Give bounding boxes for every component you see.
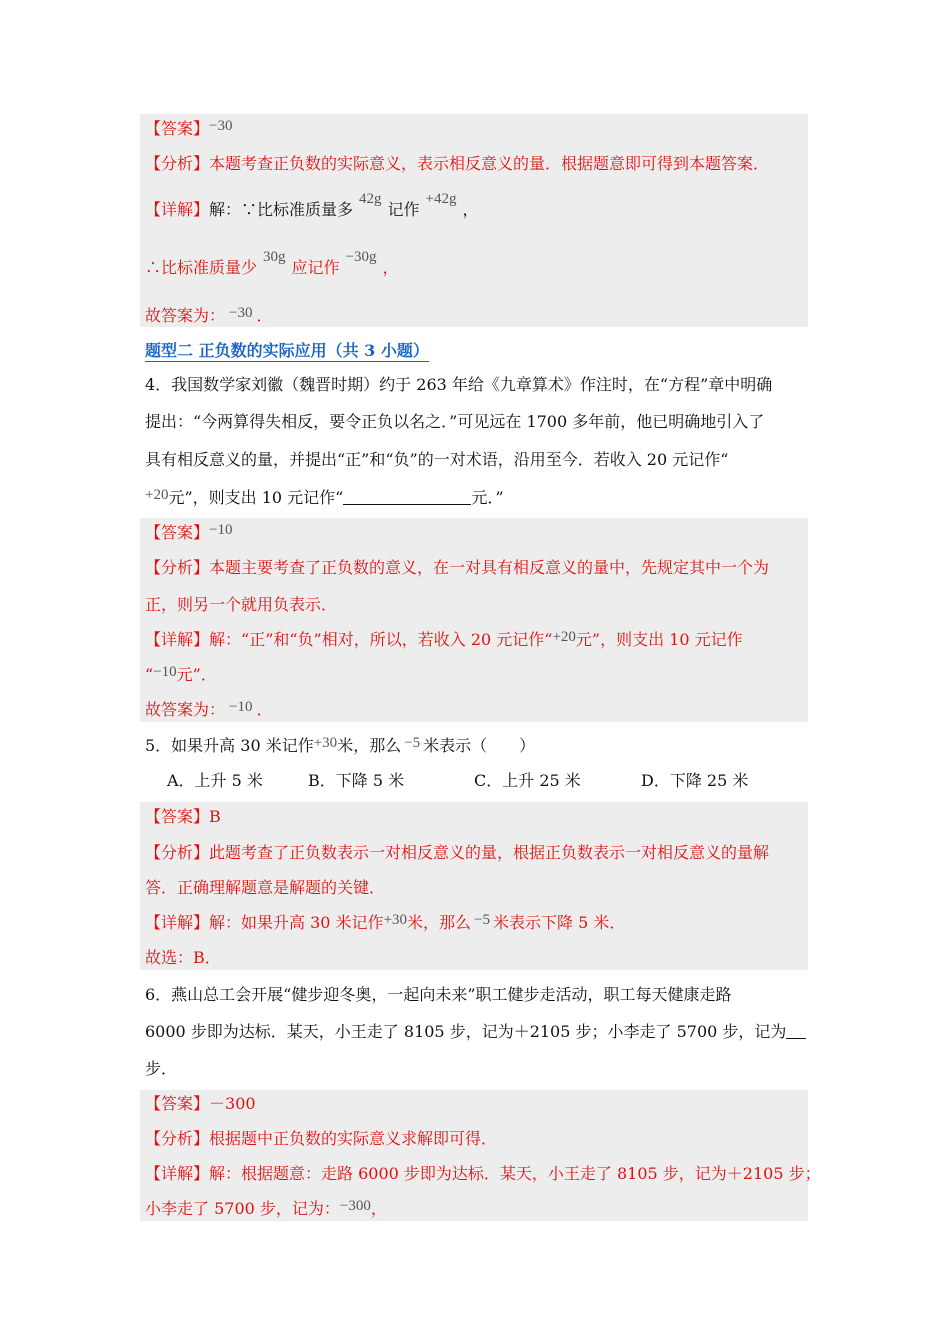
answer-line-q3: 【答案】−30 — [145, 118, 233, 138]
q4-line4: +20元”，则支出 10 元记作“ 元．” — [145, 487, 504, 507]
option-d: D．下降 25 米 — [641, 771, 749, 790]
answer-line-q5: 【答案】B — [145, 807, 221, 826]
detail-line2-q3: ∴比标准质量少30g应记作−30g， — [145, 249, 399, 277]
q6-line3: 步． — [145, 1059, 178, 1078]
q5-stem: 5．如果升高 30 米记作+30米，那么 −5 米表示（ ） — [145, 735, 536, 755]
analysis-line2-q4: 正，则另一个就用负表示． — [145, 595, 338, 614]
answer-block-q4 — [140, 518, 808, 722]
q4-line2: 提出：“今两算得失相反，要令正负以名之．”可见远在 1700 多年前，他已明确地引入了 — [145, 412, 765, 431]
detail-line-q6: 【详解】解：根据题意：走路 6000 步即为达标．某天，小王走了 8105 步，记为＋2105 步； — [145, 1164, 821, 1183]
q6-line1: 6．燕山总工会开展“健步迎冬奥，一起向未来”职工健步走活动，职工每天健康走路 — [145, 985, 732, 1004]
q4-line3: 具有相反意义的量，并提出“正”和“负”的一对术语，沿用至今．若收入 20 元记作“ — [145, 450, 729, 469]
final-line-q3: 故答案为： −30 ． — [145, 305, 273, 325]
analysis-line-q6: 【分析】根据题中正负数的实际意义求解即可得． — [145, 1129, 498, 1148]
answer-line-q4: 【答案】−10 — [145, 522, 233, 542]
answer-blank — [786, 1022, 806, 1039]
q4-line1: 4．我国数学家刘徽（魏晋时期）约于 263 年给《九章算术》作注时，在“方程”章中明确 — [145, 375, 773, 394]
detail-line-q4: 【详解】解：“正”和“负”相对，所以，若收入 20 元记作“+20元”，则支出 10 元记作 — [145, 629, 743, 649]
analysis-line-q3: 【分析】本题考查正负数的实际意义，表示相反意义的量．根据题意即可得到本题答案． — [145, 154, 770, 173]
analysis-line-q4: 【分析】本题主要考查了正负数的意义，在一对具有相反意义的量中，先规定其中一个为 — [145, 558, 770, 577]
math-answer: −30 — [209, 118, 233, 134]
analysis-line-q5: 【分析】此题考查了正负数表示一对相反意义的量，根据正负数表示一对相反意义的量解 — [145, 843, 770, 862]
option-b: B．下降 5 米 — [308, 771, 405, 790]
option-c: C．上升 25 米 — [474, 771, 581, 790]
analysis-line2-q5: 答．正确理解题意是解题的关键． — [145, 878, 386, 897]
section-title: 题型二 正负数的实际应用（共 3 小题） — [145, 341, 429, 360]
answer-blank — [343, 488, 471, 505]
q6-line2: 6000 步即为达标．某天，小王走了 8105 步，记为＋2105 步；小李走了 5700 步，记为 — [145, 1021, 806, 1043]
detail-line-q5: 【详解】解：如果升高 30 米记作+30米，那么 −5 米表示下降 5 米． — [145, 912, 626, 932]
answer-line-q6: 【答案】－300 — [145, 1094, 256, 1113]
detail-line2-q6: 小李走了 5700 步，记为：−300， — [145, 1198, 387, 1218]
option-a: A．上升 5 米 — [167, 771, 263, 790]
final-line-q4: 故答案为： −10 ． — [145, 699, 273, 719]
detail-line-q3: 【详解】解：∵比标准质量多42g记作+42g， — [145, 191, 479, 219]
detail-line2-q4: “−10元”． — [145, 664, 217, 684]
final-line-q5: 故选：B． — [145, 948, 221, 967]
